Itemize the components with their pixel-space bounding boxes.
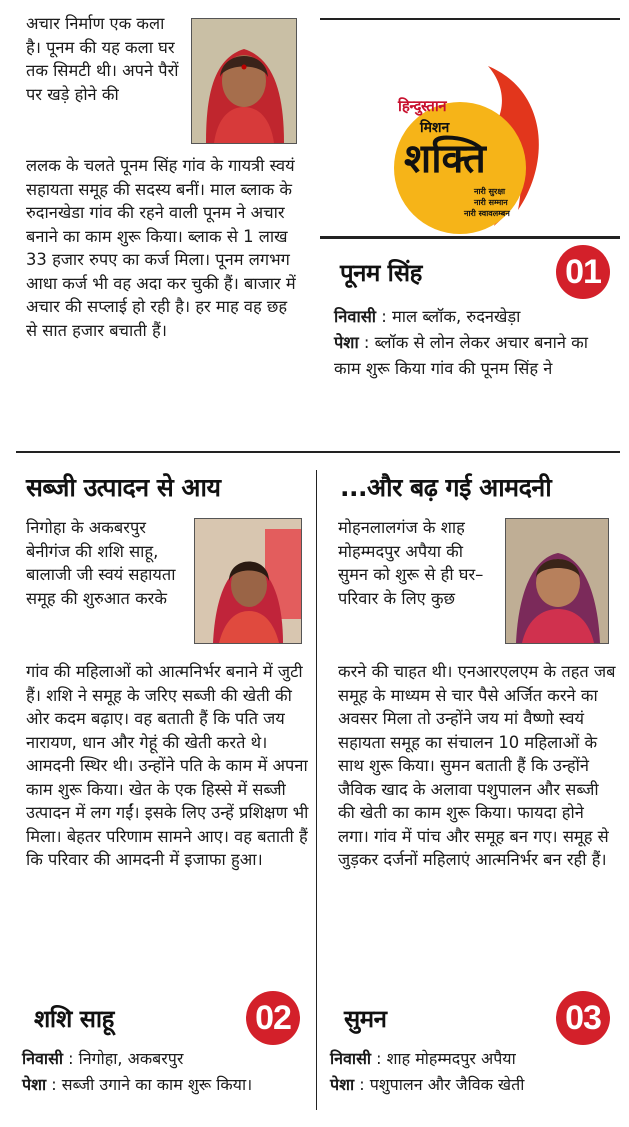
hindustan-mission-shakti-logo [376, 60, 556, 240]
story1-name: पूनम सिंह [340, 259, 422, 287]
middle-rule [16, 451, 620, 453]
story3-occupation-value: : पशुपालन और जैविक खेती [359, 1075, 525, 1094]
story2-body-text: गांव की महिलाओं को आत्मनिर्भर बनाने में जुटी हैं। शशि ने समूह के जरिए सब्जी की खेती की ओर कदम बढ़ाए। वह बताती हैं कि पति जय नारायण, धान और गेहूं की खेती करते थे। आमदनी स्थिर थी। उन्होंने पति के काम में अपना काम शुरू किया। खेत के एक हिस्से में सब्जी उत्पादन में लग गईं। इसके लिए उन्हें प्रशिक्षण भी मिला। बेहतर परिणाम सामने आए। वह बताती हैं कि परिवार की आमदनी में इजाफा हुआ। [26, 662, 309, 869]
story1-resident-label: निवासी [334, 307, 377, 326]
logo-tagline-3: नारी स्वावलम्बन [464, 209, 510, 218]
story1-occupation-value: : ब्लॉक से लोन लेकर अचार बनाने का काम शुरू किया गांव की पूनम सिंह ने [334, 333, 588, 378]
story2-resident-label: निवासी [22, 1049, 64, 1068]
logo-mission: मिशन [420, 120, 450, 136]
top-right-rule [320, 18, 620, 20]
column-divider [316, 470, 317, 1110]
story2-occupation-value: : सब्जी उगाने का काम शुरू किया। [51, 1075, 253, 1094]
story1-resident-value: : माल ब्लॉक, रुदनखेड़ा [381, 307, 521, 326]
story3-body-text: करने की चाहत थी। एनआरएलएम के तहत जब समूह के माध्यम से चार पैसे अर्जित करने का अवसर मिला तो उन्होंने जय मां वैष्णो स्वयं सहायता समूह का संचालन 10 महिलाओं के साथ शुरू किया। सुमन बताती हैं कि उन्होंने जैविक खाद के अलावा पशुपालन और सब्जी की खेती का काम शुरू किया। फायदा होने लगा। गांव में पांच और समूह बन गए। समूह से जुड़कर दर्जनों महिलाएं आत्मनिर्भर बन रही हैं। [338, 662, 616, 869]
story1-occupation-label: पेशा [334, 333, 359, 352]
story2-headline: सब्जी उत्पादन से आय [26, 473, 221, 502]
story3-number-badge: 03 [556, 991, 610, 1045]
story2-name: शशि साहू [34, 1005, 114, 1033]
portrait-illustration [192, 19, 296, 143]
story3-name: सुमन [344, 1005, 387, 1033]
poonam-photo [191, 18, 297, 144]
story1-info [334, 304, 604, 382]
suman-photo [505, 518, 609, 644]
story3-info [330, 1046, 620, 1098]
story3-headline: ...और बढ़ गई आमदनी [340, 473, 552, 502]
story2-intro-text: निगोहा के अकबरपुर बेनीगंज की शशि साहू, बालाजी जी स्वयं सहायता समूह की शुरुआत करके [26, 518, 176, 608]
story1-body-text: ललक के चलते पूनम सिंह गांव के गायत्री स्वयं सहायता समूह की सदस्य बनीं। माल ब्लाक के रुदानखेडा गांव की रहने वाली पूनम ने अचार बनाने का काम शुरू किया। ब्लाक से 1 लाख 33 हजार रुपए का कर्ज मिला। पूनम लगभग आधा कर्ज भी वह अदा कर चुकी हैं। बाजार में अचार की सप्लाई हो रही है। हर माह वह छह से सात हजार बचाती हैं। [26, 156, 296, 340]
logo-shakti: शक्ति [404, 136, 486, 182]
story2-info [22, 1046, 318, 1098]
story3-intro-text: मोहनलालगंज के शाह मोहम्मदपुर अपैया की सुमन को शुरू से ही घर–परिवार के लिए कुछ [338, 518, 484, 608]
portrait-illustration [195, 519, 301, 643]
story2-occupation-label: पेशा [22, 1075, 47, 1094]
story2-number-badge: 02 [246, 991, 300, 1045]
portrait-illustration [506, 519, 608, 643]
logo-bottom-rule [320, 236, 620, 239]
story3-resident-value: : शाह मोहम्मदपुर अपैया [376, 1049, 516, 1068]
story1-number-badge: 01 [556, 245, 610, 299]
story3-resident-label: निवासी [330, 1049, 372, 1068]
story1-intro-text: अचार निर्माण एक कला है। पूनम की यह कला घर तक सिमटी थी। अपने पैरों पर खड़े होने की [26, 14, 179, 104]
logo-tagline-2: नारी सम्मान [474, 198, 508, 207]
story2-resident-value: : निगोहा, अकबरपुर [68, 1049, 184, 1068]
logo-tagline-1: नारी सुरक्षा [474, 187, 506, 196]
shashi-photo [194, 518, 302, 644]
story3-occupation-label: पेशा [330, 1075, 355, 1094]
logo-brand: हिन्दुस्तान [398, 97, 447, 115]
